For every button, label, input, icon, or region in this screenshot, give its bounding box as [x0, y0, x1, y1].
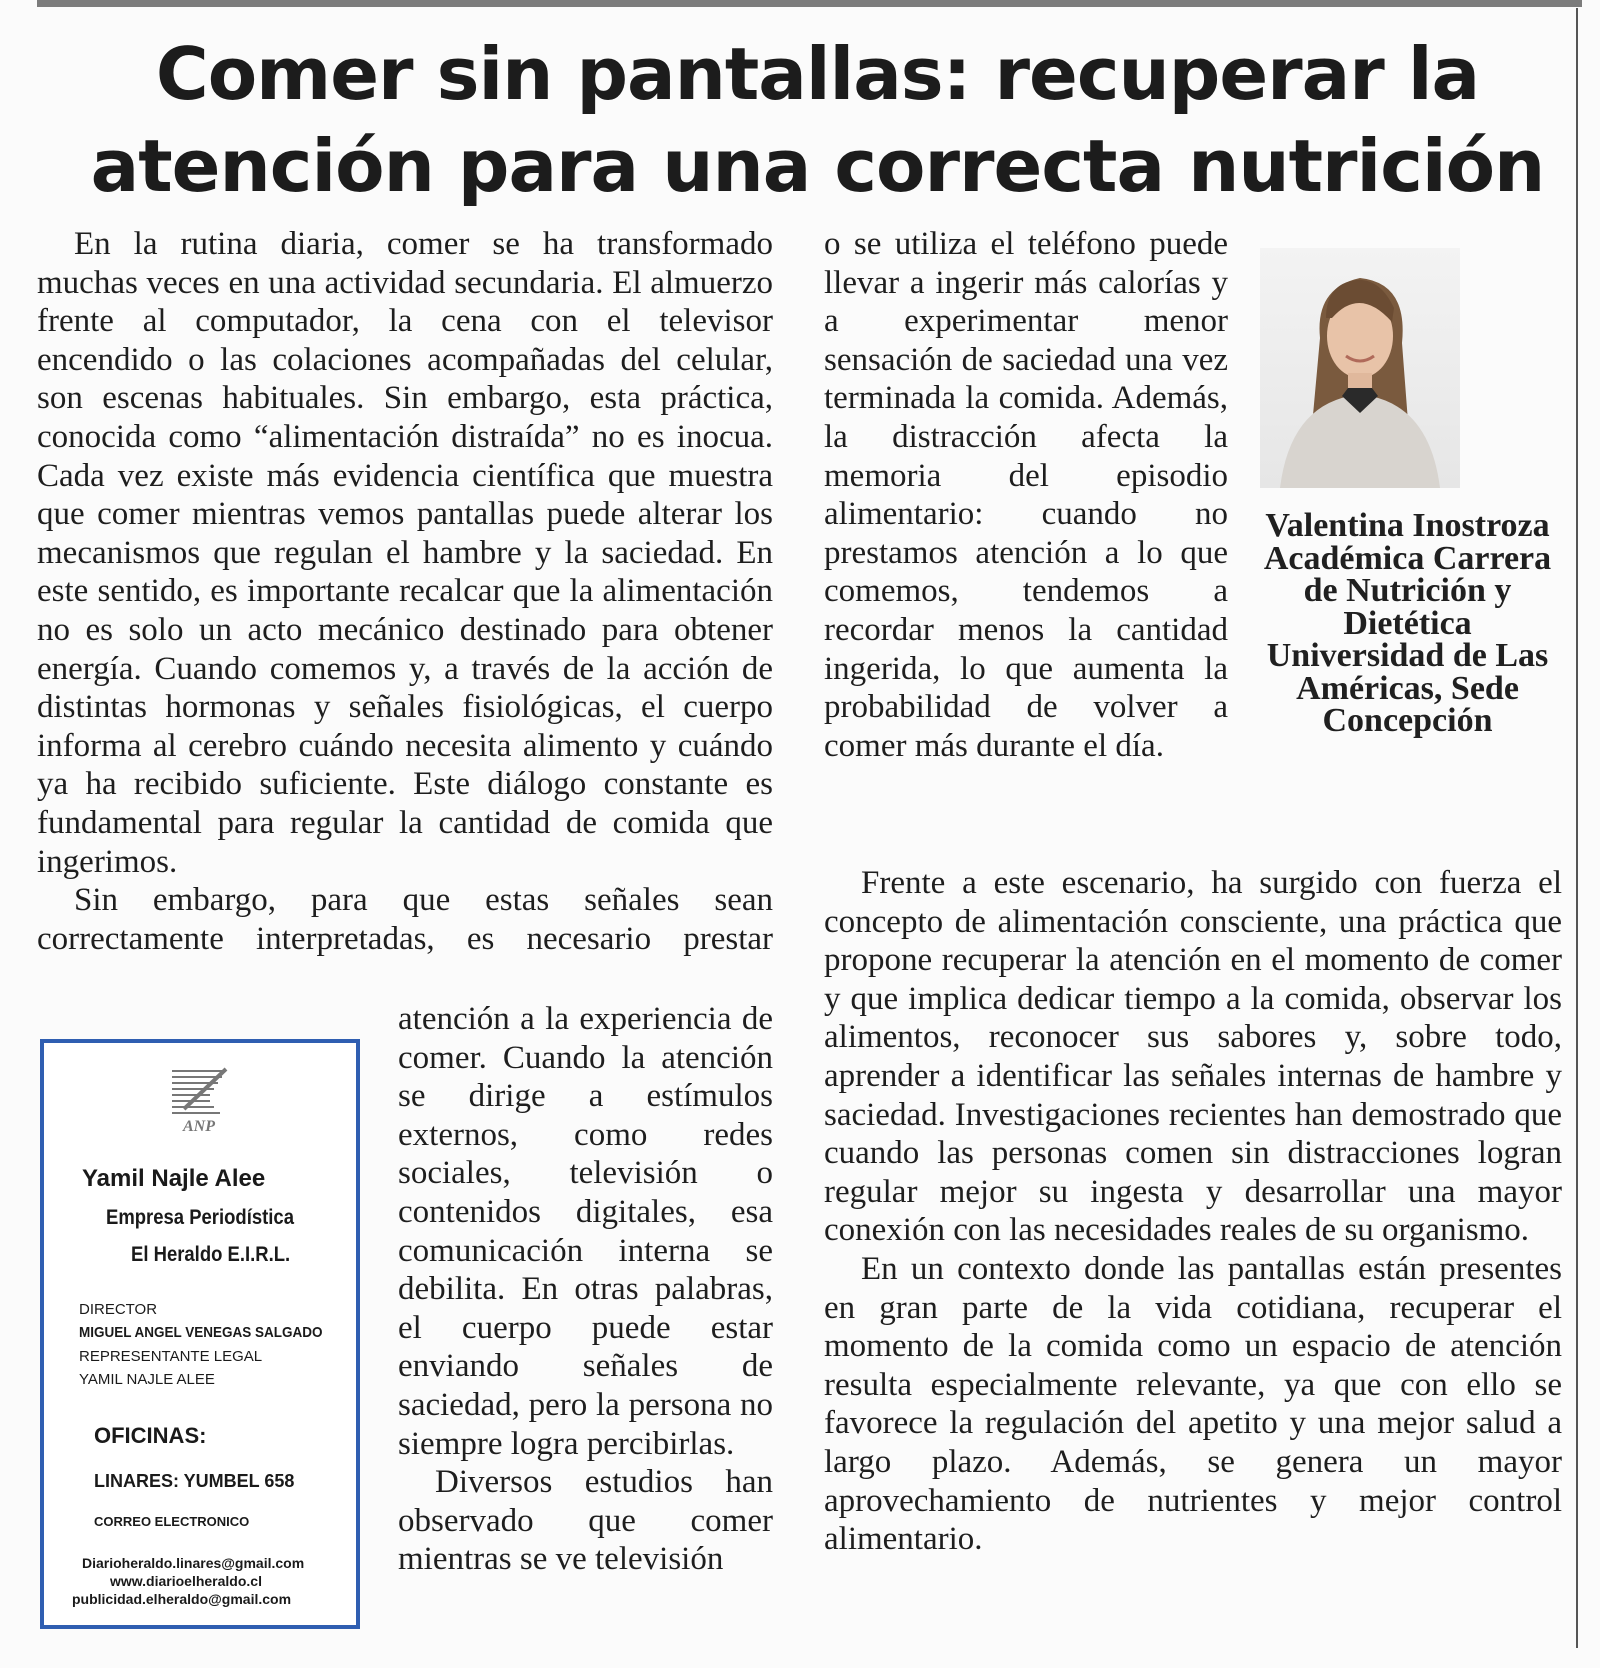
paragraph: Sin embargo, para que estas señales sean correctamente interpretadas, es necesario prestar	[37, 882, 773, 957]
article-column-2-upper	[824, 225, 1228, 765]
author-affiliation: Concepción	[1322, 702, 1493, 739]
representative-name: YAMIL NAJLE ALEE	[79, 1371, 215, 1388]
author-title: de Nutrición y	[1303, 572, 1512, 609]
author-title: Académica Carrera	[1263, 539, 1552, 577]
contact-email: Diarioheraldo.linares@gmail.com	[82, 1555, 305, 1571]
paragraph: Diversos estudios han observado que comer mientras se ve televisión	[398, 1464, 773, 1578]
offices-label: OFICINAS:	[94, 1423, 207, 1448]
director-name: MIGUEL ANGEL VENEGAS SALGADO	[79, 1324, 323, 1341]
company-name: El Heraldo E.I.R.L.	[131, 1243, 291, 1266]
contact-website: www.diarioelheraldo.cl	[110, 1573, 262, 1589]
author-affiliation: Américas, Sede	[1296, 669, 1519, 707]
masthead-box	[40, 1039, 360, 1629]
paragraph: En la rutina diaria, comer se ha transformado muchas veces en una actividad secundaria. El almuerzo frente al computador, la cena con el televisor encendido o las colaciones acompañadas del celular, son escenas habituales. Sin embargo, esta práctica, conocida como “alimentación distraída” no es inocua. Cada vez existe más evidencia científica que muestra que comer mientras vemos pantallas puede alterar los mecanismos que regulan el hambre y la saciedad. En este sentido, es importante recalcar que la alimentación no es solo un acto mecánico destinado para obtener energía. Cuando comemos y, a través de la acción de distintas hormonas y señales fisiológicas, el cuerpo informa al cerebro cuándo necesita alimento y cuándo ya ha recibido suficiente. Este diálogo constante es fundamental para regular la cantidad de comida que ingerimos.	[37, 226, 773, 880]
contact-email: publicidad.elheraldo@gmail.com	[72, 1591, 292, 1607]
author-credit	[1235, 507, 1580, 739]
column-rule	[1576, 8, 1578, 1648]
owner-name: Yamil Najle Alee	[82, 1165, 266, 1192]
author-title: Dietética	[1343, 604, 1472, 642]
paragraph: En un contexto donde las pantallas están presentes en gran parte de la vida cotidiana, recuperar el momento de la comida como un espacio de atención resulta especialmente relevante, ya que con ello se favorece la regulación del apetito y una mejor salud a largo plazo. Además, se genera un mayor aprovechamiento de nutrientes y mejor control alimentario.	[824, 1250, 1562, 1558]
author-portrait-icon	[1260, 248, 1460, 488]
article-column-1	[37, 225, 773, 958]
svg-text:ANP: ANP	[183, 1118, 215, 1135]
article-column-1-lower	[398, 1000, 773, 1579]
email-label: CORREO ELECTRONICO	[94, 1514, 250, 1529]
author-affiliation: Universidad de Las	[1266, 637, 1549, 674]
director-label: DIRECTOR	[79, 1301, 158, 1318]
author-photo	[1260, 248, 1460, 488]
paragraph: atención a la experiencia de comer. Cuando la atención se dirige a estímulos externos, como redes sociales, televisión o contenidos digitales, esa comunicación interna se debilita. En otras palabras, el cuerpo puede estar enviando señales de saciedad, pero la persona no siempre logra percibirlas.	[398, 1001, 773, 1462]
company-name: Empresa Periodística	[106, 1206, 294, 1229]
article-column-2-lower	[824, 864, 1562, 1559]
top-rule	[37, 0, 1582, 7]
headline: Comer sin pantallas: recuperar la atención para una correcta nutrición	[90, 32, 1545, 208]
paragraph: o se utiliza el teléfono puede llevar a ingerir más calorías y a experimentar menor sensación de saciedad una vez terminada la comida. Además, la distracción afecta la memoria del episodio alimentario: cuando no prestamos atención a lo que comemos, tendemos a recordar menos la cantidad ingerida, lo que aumenta la probabilidad de volver a comer más durante el día.	[824, 226, 1228, 764]
anp-logo-icon	[164, 1063, 234, 1135]
representative-label: REPRESENTANTE LEGAL	[79, 1348, 263, 1365]
offices-address: LINARES: YUMBEL 658	[94, 1471, 295, 1491]
author-name: Valentina Inostroza	[1265, 507, 1550, 544]
paragraph: Frente a este escenario, ha surgido con fuerza el concepto de alimentación consciente, una práctica que propone recuperar la atención en el momento de comer y que implica dedicar tiempo a la comida, observar los alimentos, reconocer sus sabores y, sobre todo, aprender a identificar las señales internas de hambre y saciedad. Investigaciones recientes han demostrado que cuando las personas comen sin distracciones logran regular mejor su ingesta y desarrollar una mayor conexión con las necesidades reales de su organismo.	[824, 865, 1562, 1249]
